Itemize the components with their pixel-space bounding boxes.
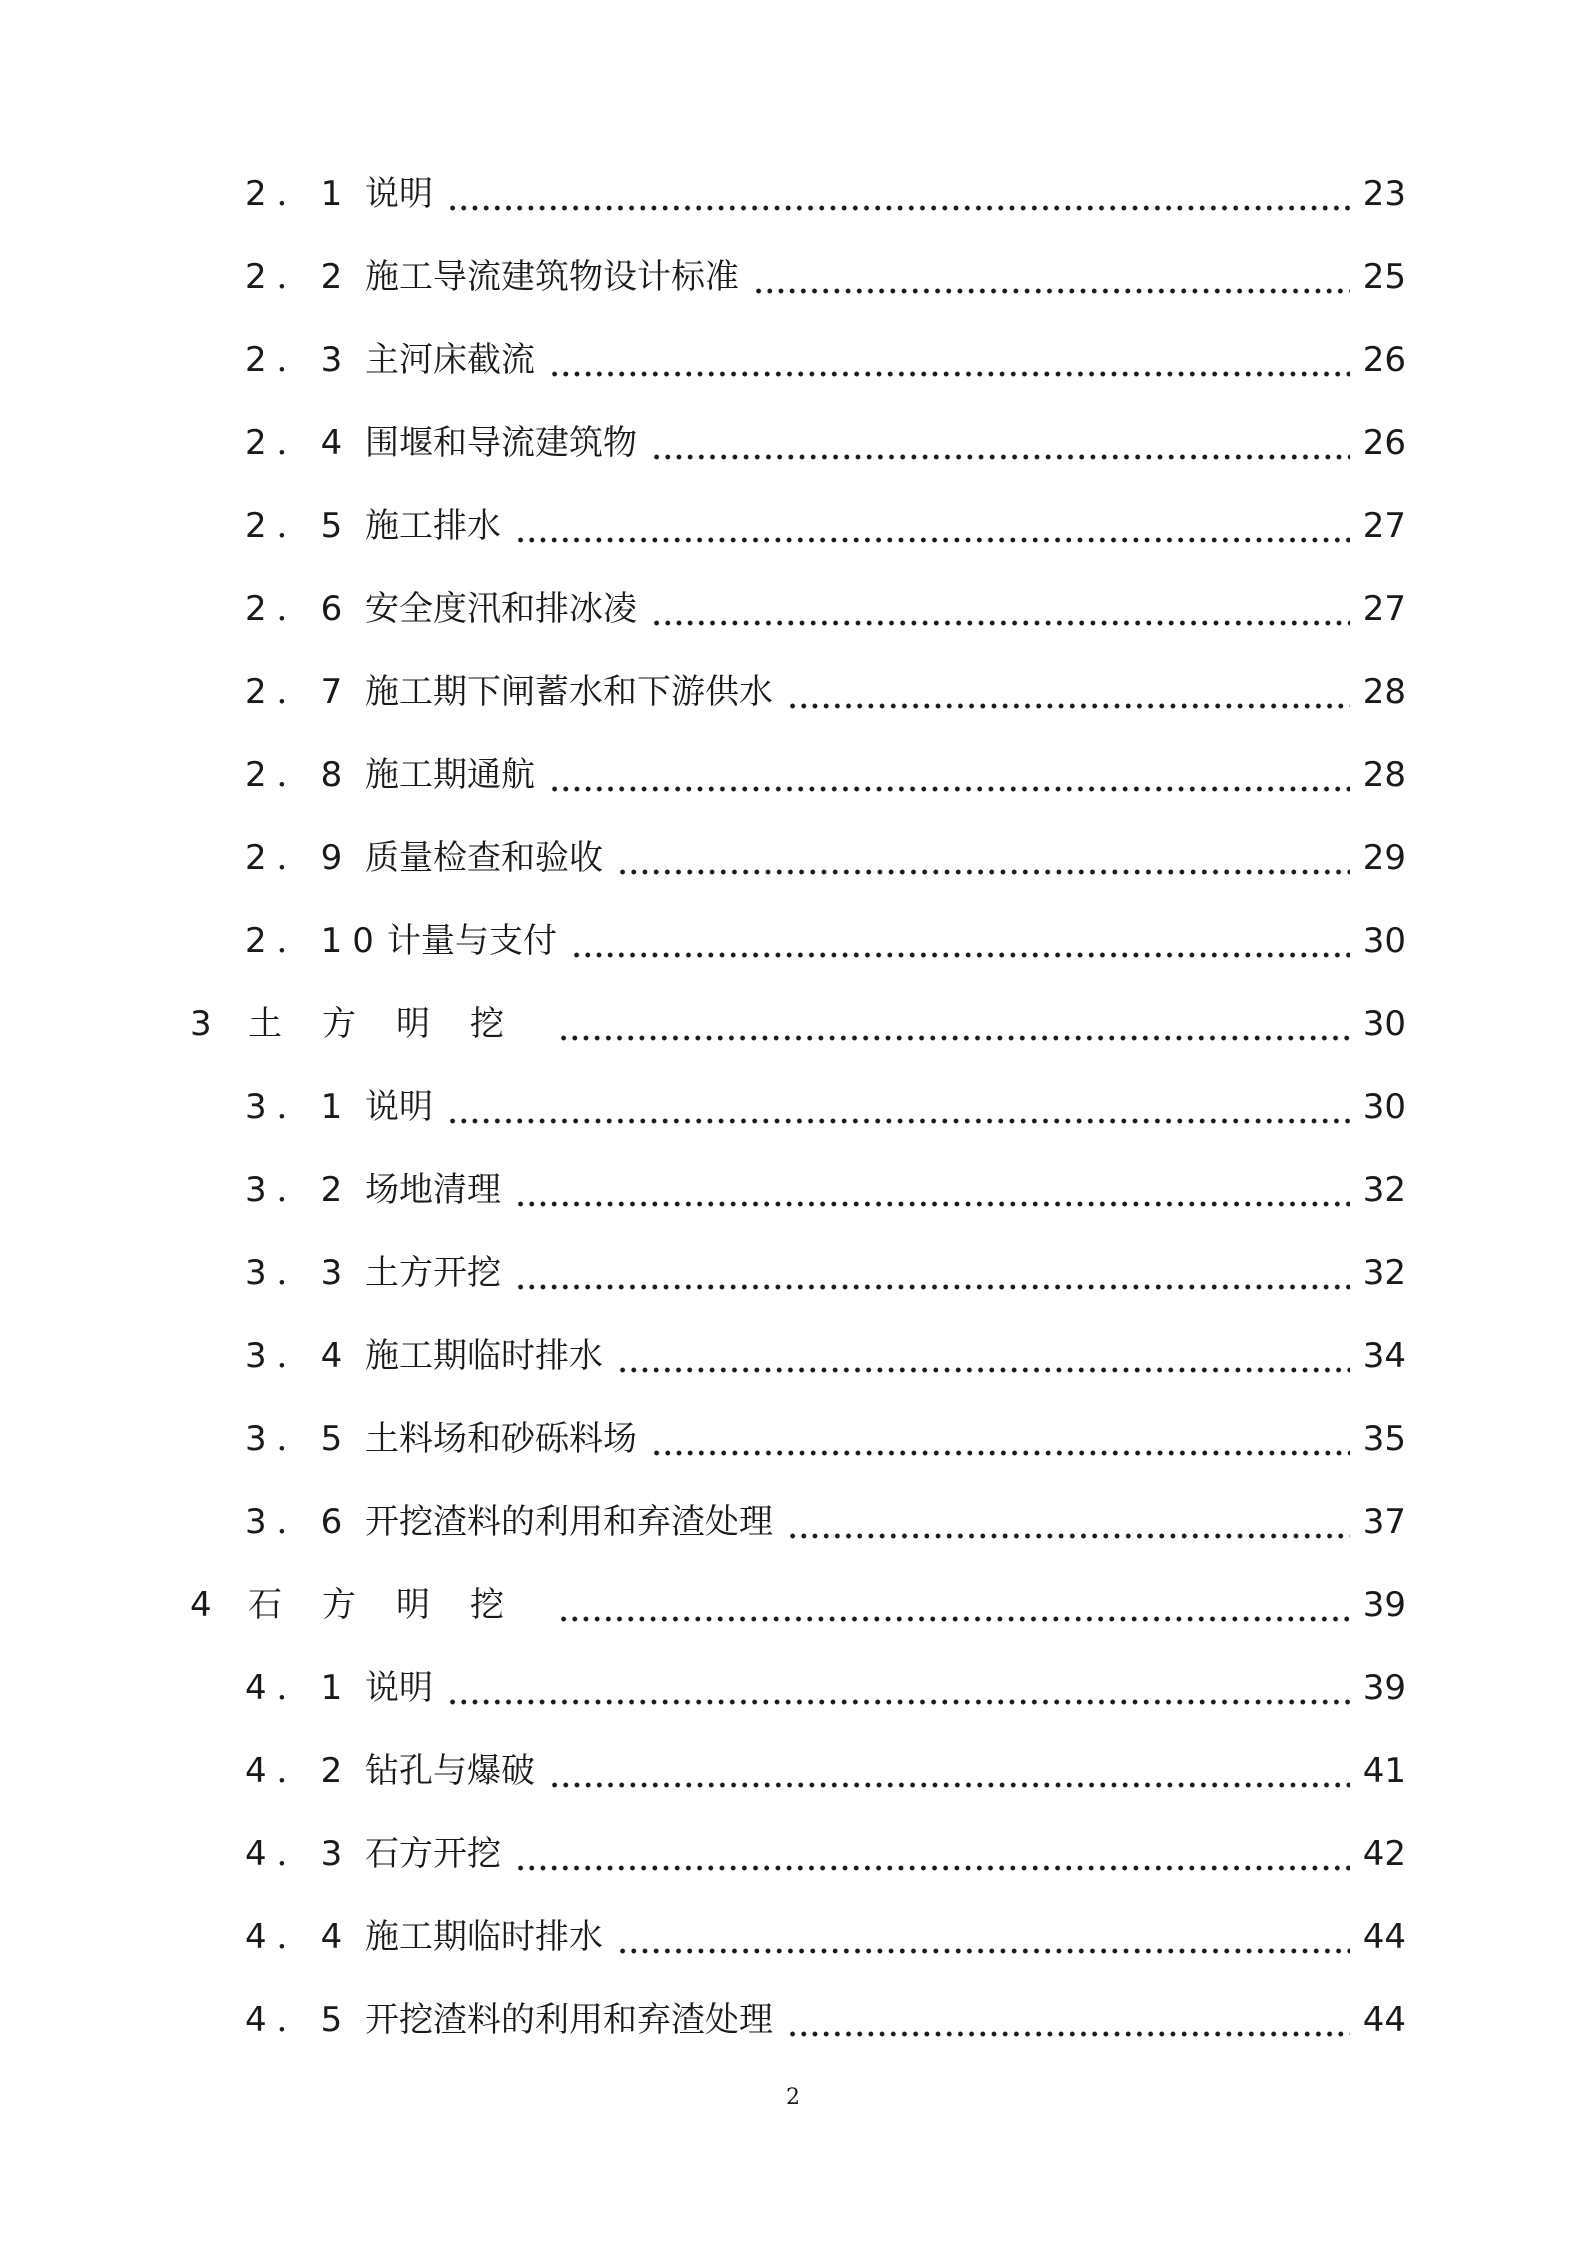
entry-title: 土方开挖 — [365, 1253, 501, 1293]
toc-entry[interactable] — [245, 1160, 1406, 1220]
entry-number: 2．6 — [245, 589, 353, 629]
entry-title: 开挖渣料的利用和弃渣处理 — [365, 1502, 773, 1542]
entry-title: 说明 — [365, 1668, 433, 1708]
entry-page-number: 29 — [1362, 838, 1406, 878]
entry-page-number: 25 — [1362, 257, 1406, 297]
entry-title: 土料场和砂砾料场 — [365, 1419, 637, 1459]
entry-page-number: 26 — [1362, 423, 1406, 463]
entry-number: 4．5 — [245, 2000, 353, 2040]
dot-leader — [617, 1326, 1350, 1386]
dot-leader — [515, 1824, 1350, 1884]
entry-number: 3．6 — [245, 1502, 353, 1542]
entry-page-number: 23 — [1362, 174, 1406, 214]
entry-title: 说明 — [365, 1087, 433, 1127]
entry-number: 2．1 — [245, 174, 353, 214]
entry-number: 2．7 — [245, 672, 353, 712]
entry-title: 施工导流建筑物设计标准 — [365, 257, 739, 297]
entry-page-number: 27 — [1362, 589, 1406, 629]
entry-number: 2．5 — [245, 506, 353, 546]
entry-page-number: 28 — [1362, 755, 1406, 795]
chapter-title: 石方明挖 — [248, 1585, 544, 1625]
entry-number: 4．4 — [245, 1917, 353, 1957]
toc-entry[interactable] — [245, 1741, 1406, 1801]
dot-leader — [617, 828, 1350, 888]
entry-title: 石方开挖 — [365, 1834, 501, 1874]
dot-leader — [571, 911, 1350, 971]
entry-page-number: 41 — [1362, 1751, 1406, 1791]
entry-page-number: 28 — [1362, 672, 1406, 712]
entry-page-number: 32 — [1362, 1253, 1406, 1293]
dot-leader — [787, 1492, 1350, 1552]
chapter-number: 3 — [190, 1004, 222, 1044]
toc-entry[interactable] — [245, 579, 1406, 639]
entry-title: 开挖渣料的利用和弃渣处理 — [365, 2000, 773, 2040]
toc-entry[interactable] — [245, 1824, 1406, 1884]
dot-leader — [515, 1243, 1350, 1303]
entry-title: 施工排水 — [365, 506, 501, 546]
toc-entry[interactable] — [245, 330, 1406, 390]
entry-number: 3．2 — [245, 1170, 353, 1210]
dot-leader — [515, 1160, 1350, 1220]
entry-number: 2．3 — [245, 340, 353, 380]
dot-leader — [617, 1907, 1350, 1967]
toc-entry[interactable] — [245, 496, 1406, 556]
dot-leader — [447, 1658, 1350, 1718]
entry-page-number: 37 — [1362, 1502, 1406, 1542]
dot-leader — [787, 1990, 1350, 2050]
entry-number: 4．3 — [245, 1834, 353, 1874]
dot-leader — [549, 330, 1350, 390]
toc-entry[interactable] — [245, 745, 1406, 805]
entry-page-number: 44 — [1362, 2000, 1406, 2040]
entry-title: 说明 — [365, 174, 433, 214]
toc-entry[interactable] — [245, 1077, 1406, 1137]
entry-title: 计量与支付 — [387, 921, 557, 961]
toc-chapter-entry[interactable] — [190, 994, 1406, 1054]
entry-title: 主河床截流 — [365, 340, 535, 380]
toc-entry[interactable] — [245, 1907, 1406, 1967]
entry-number: 2．8 — [245, 755, 353, 795]
entry-number: 2．4 — [245, 423, 353, 463]
entry-page-number: 44 — [1362, 1917, 1406, 1957]
entry-title: 安全度汛和排冰凌 — [365, 589, 637, 629]
toc-entry[interactable] — [245, 247, 1406, 307]
chapter-title: 土方明挖 — [248, 1004, 544, 1044]
toc-entry[interactable] — [245, 1990, 1406, 2050]
toc-entry[interactable] — [245, 828, 1406, 888]
dot-leader — [447, 1077, 1350, 1137]
entry-page-number: 30 — [1362, 1004, 1406, 1044]
page-number: 2 — [786, 2085, 800, 2110]
toc-entry[interactable] — [245, 1326, 1406, 1386]
entry-title: 场地清理 — [365, 1170, 501, 1210]
entry-number: 3．1 — [245, 1087, 353, 1127]
entry-number: 3．5 — [245, 1419, 353, 1459]
entry-number: 2．10 — [245, 921, 384, 961]
entry-page-number: 39 — [1362, 1585, 1406, 1625]
toc-entry[interactable] — [245, 1492, 1406, 1552]
entry-title: 施工期临时排水 — [365, 1336, 603, 1376]
entry-page-number: 35 — [1362, 1419, 1406, 1459]
dot-leader — [787, 662, 1350, 722]
entry-page-number: 34 — [1362, 1336, 1406, 1376]
toc-entry[interactable] — [245, 662, 1406, 722]
dot-leader — [515, 496, 1350, 556]
dot-leader — [558, 1575, 1350, 1635]
entry-page-number: 39 — [1362, 1668, 1406, 1708]
entry-number: 2．9 — [245, 838, 353, 878]
entry-title: 围堰和导流建筑物 — [365, 423, 637, 463]
toc-entry[interactable] — [245, 164, 1406, 224]
entry-number: 3．3 — [245, 1253, 353, 1293]
entry-page-number: 26 — [1362, 340, 1406, 380]
dot-leader — [549, 1741, 1350, 1801]
entry-number: 4．1 — [245, 1668, 353, 1708]
toc-entry[interactable] — [245, 911, 1406, 971]
dot-leader — [651, 413, 1350, 473]
entry-number: 4．2 — [245, 1751, 353, 1791]
dot-leader — [753, 247, 1350, 307]
entry-number: 3．4 — [245, 1336, 353, 1376]
entry-title: 钻孔与爆破 — [365, 1751, 535, 1791]
entry-title: 施工期临时排水 — [365, 1917, 603, 1957]
entry-page-number: 30 — [1362, 921, 1406, 961]
chapter-number: 4 — [190, 1585, 222, 1625]
toc-entry[interactable] — [245, 1409, 1406, 1469]
entry-title: 施工期通航 — [365, 755, 535, 795]
toc-entry[interactable] — [245, 413, 1406, 473]
toc-entry[interactable] — [245, 1243, 1406, 1303]
dot-leader — [651, 1409, 1350, 1469]
dot-leader — [447, 164, 1350, 224]
entry-number: 2．2 — [245, 257, 353, 297]
entry-page-number: 27 — [1362, 506, 1406, 546]
entry-page-number: 32 — [1362, 1170, 1406, 1210]
dot-leader — [549, 745, 1350, 805]
entry-page-number: 42 — [1362, 1834, 1406, 1874]
dot-leader — [558, 994, 1350, 1054]
entry-page-number: 30 — [1362, 1087, 1406, 1127]
toc-entry[interactable] — [245, 1658, 1406, 1718]
entry-title: 施工期下闸蓄水和下游供水 — [365, 672, 773, 712]
dot-leader — [651, 579, 1350, 639]
entry-title: 质量检查和验收 — [365, 838, 603, 878]
toc-chapter-entry[interactable] — [190, 1575, 1406, 1635]
